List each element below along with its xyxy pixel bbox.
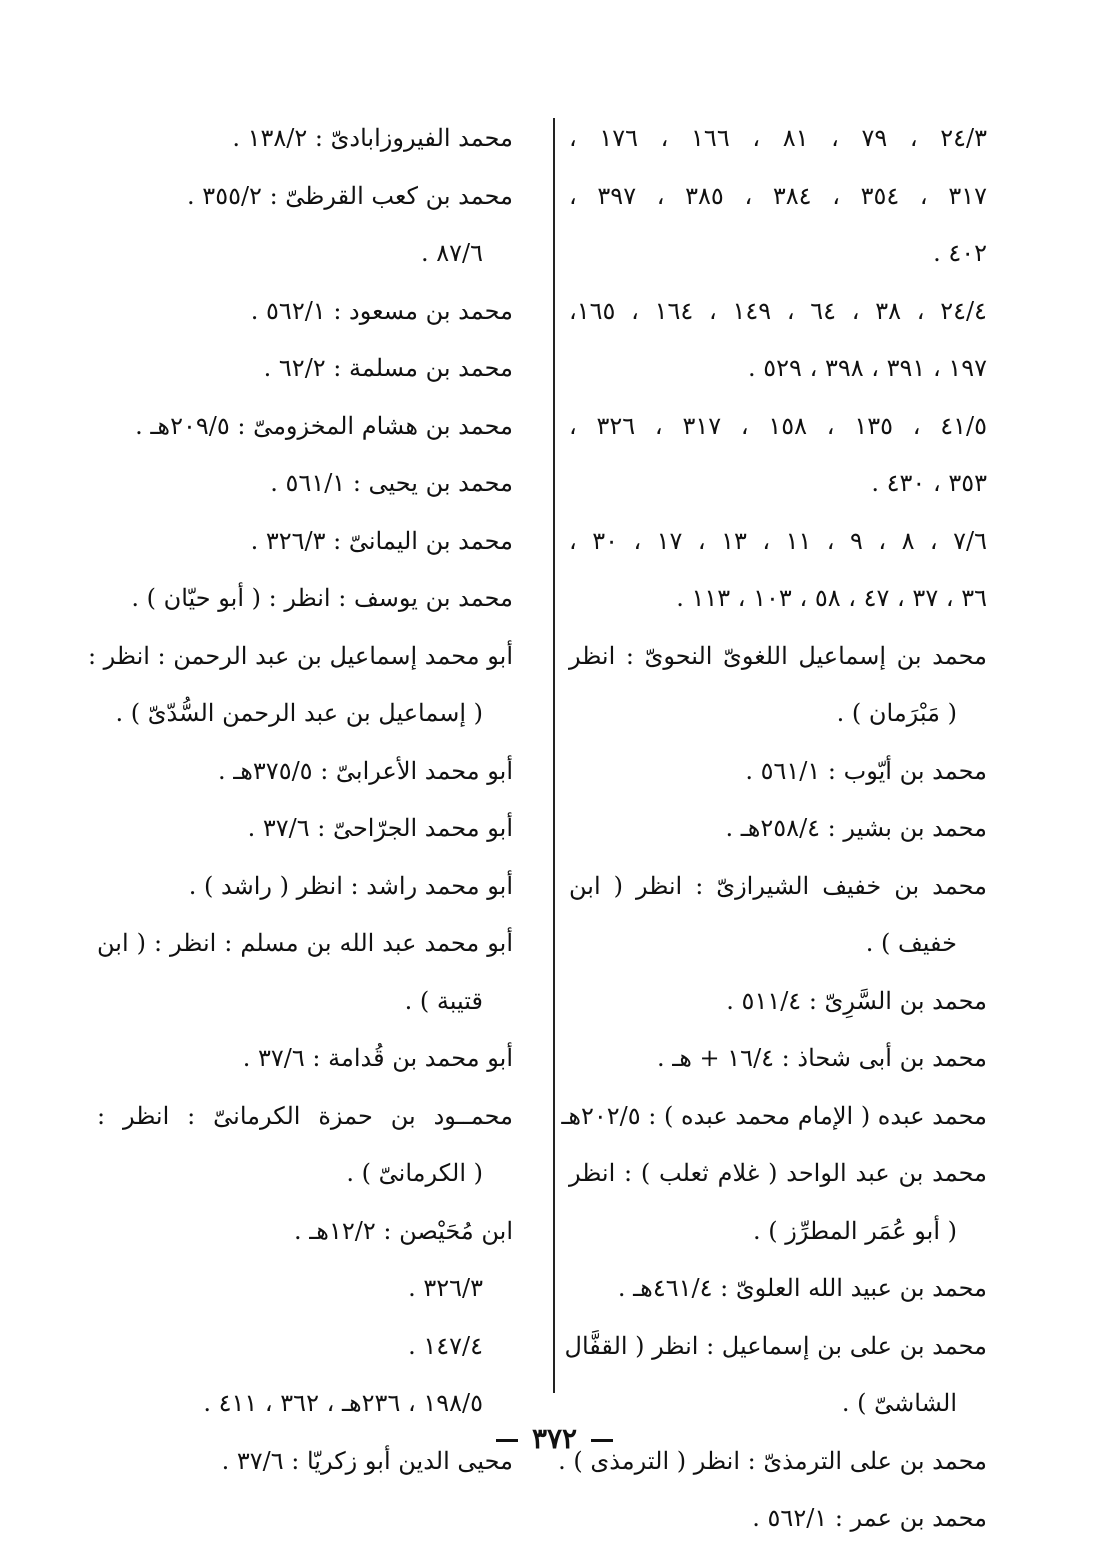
index-entry-line: ١٩٧ ، ٣٩١ ، ٣٩٨ ، ٥٢٩ . — [748, 354, 987, 382]
index-entry-line: محمد بن يوسف : انظر : ( أبو حيّان ) . — [131, 584, 513, 612]
footer-dash-right — [591, 1439, 613, 1442]
index-entry-line: محمد بن بشير : ٢٥٨/٤هـ . — [725, 814, 987, 842]
index-entry-line: محمد بن مسعود : ٥٦٢/١ . — [250, 296, 513, 325]
index-entry-line: محيى الدين أبو زكريّا : ٣٧/٦ . — [221, 1446, 513, 1475]
index-entry-line: ٢٤/٤ ، ٣٨ ، ٦٤ ، ١٤٩ ، ١٦٤ ، ١٦٥، — [569, 296, 987, 325]
index-continuation-line: ( أبو عُمَر المطرِّز ) . — [752, 1216, 957, 1245]
page-number: ٣٧٢ — [531, 1422, 578, 1455]
index-entry-line: محمد بن مسلمة : ٦٢/٢ . — [263, 354, 513, 382]
index-entry-line: محمد بن عمر : ٥٦٢/١ . — [752, 1504, 987, 1532]
index-entry-line: محمد بن إسماعيل اللغوىّ النحوىّ : انظر — [569, 641, 987, 670]
index-entry-line: ٤١/٥ ، ١٣٥ ، ١٥٨ ، ٣١٧ ، ٣٢٦ ، — [569, 411, 988, 440]
index-continuation-line: ( الكرمانىّ ) . — [346, 1159, 483, 1187]
index-entry-line: ٤٠٢ . — [933, 239, 987, 267]
index-continuation-line: ( إسماعيل بن عبد الرحمن السُّدّىّ ) . — [115, 699, 483, 727]
index-entry-line: ٧/٦ ، ٨ ، ٩ ، ١١ ، ١٣ ، ١٧ ، ٣٠ ، — [569, 526, 988, 555]
index-continuation-line: الشاشىّ ) . — [841, 1389, 957, 1417]
index-entry-line: محمد بن على الترمذىّ : انظر ( الترمذى ) . — [558, 1446, 987, 1475]
index-continuation-line: قتيبة ) . — [404, 986, 483, 1015]
index-entry-line: محمد بن عبد الواحد ( غلام ثعلب ) : انظر — [569, 1159, 987, 1187]
index-entry-line: محمد بن كعب القرظىّ : ٣٥٥/٢ . — [187, 181, 513, 210]
index-entry-line: محمد بن عبيد الله العلوىّ : ٤٦١/٤هـ . — [617, 1274, 987, 1302]
index-column-left — [87, 110, 513, 1490]
index-entry-line: ٣٦ ، ٣٧ ، ٤٧ ، ٥٨ ، ١٠٣ ، ١١٣ . — [676, 584, 987, 612]
index-column-right — [558, 110, 988, 1548]
column-divider — [553, 118, 555, 1393]
page-footer — [0, 1422, 1109, 1455]
index-continuation-line: ١٤٧/٤ . — [408, 1331, 483, 1360]
footer-dash-left — [496, 1439, 518, 1442]
index-continuation-line: ١٩٨/٥ ، ٢٣٦هـ ، ٣٦٢ ، ٤١١ . — [203, 1389, 483, 1417]
index-entry-line: أبو محمد الأعرابىّ : ٣٧٥/٥هـ . — [217, 756, 513, 785]
index-entry-line: ٣١٧ ، ٣٥٤ ، ٣٨٤ ، ٣٨٥ ، ٣٩٧ ، — [569, 181, 988, 210]
index-entry-line: أبو محمد الجرّاحىّ : ٣٧/٦ . — [247, 814, 513, 842]
index-entry-line: محمد بن السَّرِىّ : ٥١١/٤ . — [726, 986, 987, 1015]
index-entry-line: أبو محمد بن قُدامة : ٣٧/٦ . — [242, 1044, 513, 1072]
index-entry-line: ٢٤/٣ ، ٧٩ ، ٨١ ، ١٦٦ ، ١٧٦ ، — [569, 124, 987, 152]
index-continuation-line: ( مَبْرَمان ) . — [836, 699, 957, 727]
index-continuation-line: خفيف ) . — [865, 929, 957, 957]
index-entry-line: محمد بن أيّوب : ٥٦١/١ . — [745, 756, 987, 785]
index-continuation-line: ٨٧/٦ . — [420, 239, 483, 267]
index-entry-line: محمــود بن حمزة الكرمانىّ : انظر : — [97, 1101, 513, 1130]
index-entry-line: محمد بن أبى شحاذ : ١٦/٤ + هـ . — [656, 1044, 987, 1072]
index-entry-line: محمد عبده ( الإمام محمد عبده ) : ٢٠٢/٥هـ — [561, 1101, 987, 1130]
index-entry-line: أبو محمد راشد : انظر ( راشد ) . — [188, 871, 513, 900]
index-entry-line: محمد بن يحيى : ٥٦١/١ . — [270, 469, 513, 497]
index-entry-line: محمد بن على بن إسماعيل : انظر ( القفَّال — [564, 1331, 987, 1360]
index-entry-line: أبو محمد إسماعيل بن عبد الرحمن : انظر : — [87, 641, 513, 670]
index-continuation-line: ٣٢٦/٣ . — [408, 1274, 483, 1302]
index-entry-line: ٣٥٣ ، ٤٣٠ . — [871, 469, 987, 497]
index-entry-line: محمد بن خفيف الشيرازىّ : انظر ( ابن — [569, 871, 987, 900]
index-entry-line: محمد بن هشام المخزومىّ : ٢٠٩/٥هـ . — [135, 411, 513, 440]
index-entry-line: محمد بن اليمانىّ : ٣٢٦/٣ . — [250, 526, 513, 555]
index-entry-line: ابن مُحَيْصن : ١٢/٢هـ . — [294, 1216, 513, 1245]
index-entry-line: أبو محمد عبد الله بن مسلم : انظر : ( ابن — [97, 929, 513, 957]
index-entry-line: محمد الفيروزابادىّ : ١٣٨/٢ . — [232, 124, 513, 152]
